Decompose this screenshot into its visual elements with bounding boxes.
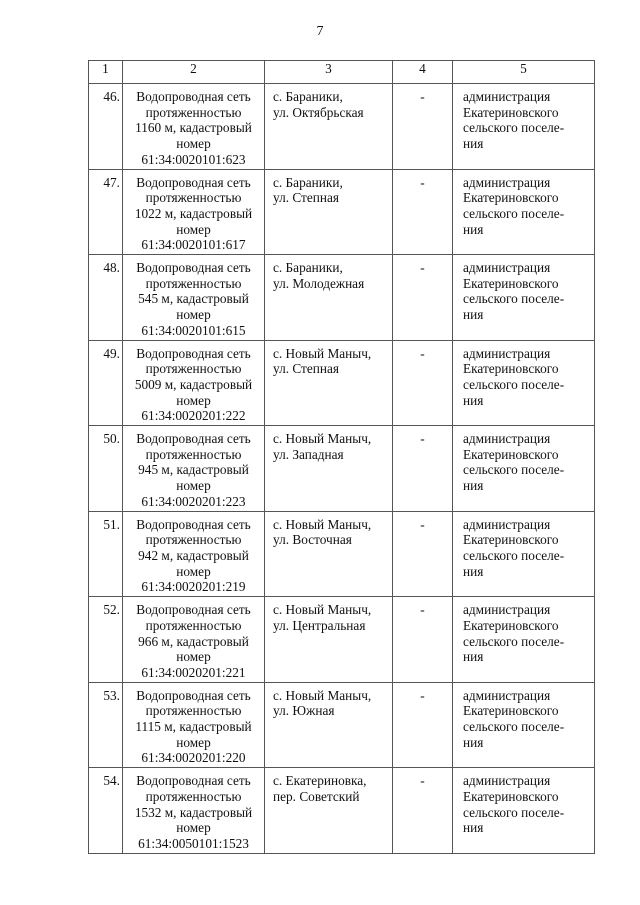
object-name-line: 545 м, кадастровый (138, 291, 249, 307)
address-line: с. Новый Маныч, (273, 516, 372, 532)
object-name-line: номер (176, 307, 211, 323)
address-line: с. Новый Маныч, (273, 687, 372, 703)
object-name-line: Водопроводная сеть (136, 687, 251, 703)
address-line: ул. Центральная (273, 617, 366, 633)
object-name-cell (123, 426, 265, 512)
object-name-line: номер (176, 392, 211, 408)
table-row (89, 597, 595, 683)
table-row (89, 768, 595, 854)
row-number: 46. (89, 84, 123, 170)
owner-line: Екатериновского (463, 361, 559, 377)
object-name-line: 61:34:0020201:219 (141, 579, 246, 595)
address-line: ул. Восточная (273, 532, 352, 548)
address-cell (265, 84, 393, 170)
object-name-line: номер (176, 563, 211, 579)
note-cell: - (393, 597, 453, 683)
owner-line: сельского поселе- (463, 291, 565, 307)
object-name-line: протяженностью (145, 104, 242, 120)
object-name-line: протяженностью (145, 532, 242, 548)
address-cell (265, 340, 393, 426)
row-number: 51. (89, 511, 123, 597)
object-name-line: протяженностью (145, 446, 242, 462)
row-number: 49. (89, 340, 123, 426)
object-name-line: 61:34:0020101:615 (141, 322, 246, 338)
owner-line: администрация (463, 89, 551, 104)
owner-line: Екатериновского (463, 617, 559, 633)
owner-line: сельского поселе- (463, 804, 565, 820)
object-name-line: 945 м, кадастровый (138, 462, 249, 478)
object-name-line: 942 м, кадастровый (138, 547, 249, 563)
owner-cell (453, 426, 595, 512)
owner-line: сельского поселе- (463, 462, 565, 478)
header-cell-2: 2 (123, 61, 265, 84)
owner-line: сельского поселе- (463, 120, 565, 136)
owner-line: сельского поселе- (463, 376, 565, 392)
address-line: с. Екатериновка, (273, 773, 367, 789)
owner-line: ния (463, 820, 484, 836)
object-name-line: Водопроводная сеть (136, 431, 251, 447)
header-cell-4: 4 (393, 61, 453, 84)
owner-line: ния (463, 478, 484, 494)
address-line: ул. Степная (273, 190, 340, 206)
owner-cell (453, 255, 595, 341)
object-name-line: протяженностью (145, 361, 242, 377)
owner-cell (453, 511, 595, 597)
row-number: 50. (89, 426, 123, 512)
owner-line: сельского поселе- (463, 719, 565, 735)
owner-line: администрация (463, 174, 551, 190)
header-row (89, 61, 595, 84)
object-name-line: Водопроводная сеть (136, 345, 251, 361)
owner-cell (453, 340, 595, 426)
page-number: 7 (316, 24, 324, 39)
table-row (89, 426, 595, 512)
address-line: ул. Октябрьская (273, 104, 364, 120)
address-line: ул. Западная (273, 446, 344, 462)
header-cell-3: 3 (265, 61, 393, 84)
row-number: 47. (89, 169, 123, 255)
owner-line: Екатериновского (463, 190, 559, 206)
table-row (89, 84, 595, 170)
owner-line: ния (463, 392, 484, 408)
object-name-line: Водопроводная сеть (136, 602, 251, 618)
object-name-line: 1160 м, кадастровый (135, 120, 252, 136)
owner-line: Екатериновского (463, 446, 559, 462)
table-row (89, 169, 595, 255)
object-name-cell (123, 768, 265, 854)
owner-line: сельского поселе- (463, 205, 565, 221)
object-name-line: 61:34:0020101:623 (141, 151, 246, 167)
address-line: с. Новый Маныч, (273, 602, 372, 618)
object-name-line: 1532 м, кадастровый (134, 804, 253, 820)
owner-line: администрация (463, 687, 551, 703)
header-cell-5: 5 (453, 61, 595, 84)
owner-line: ния (463, 307, 484, 323)
note-cell: - (393, 511, 453, 597)
object-name-line: 966 м, кадастровый (138, 633, 249, 649)
address-cell (265, 255, 393, 341)
owner-line: ния (463, 734, 484, 750)
object-name-line: номер (176, 649, 211, 665)
object-name-line: 1115 м, кадастровый (135, 719, 252, 735)
note-cell: - (393, 169, 453, 255)
owner-line: Екатериновского (463, 275, 559, 291)
owner-line: ния (463, 136, 484, 152)
table-row (89, 682, 595, 768)
row-number: 48. (89, 255, 123, 341)
address-line: с. Бараники, (273, 174, 343, 190)
row-number: 52. (89, 597, 123, 683)
owner-line: администрация (463, 431, 551, 447)
owner-cell (453, 597, 595, 683)
owner-line: администрация (463, 345, 551, 361)
row-number: 53. (89, 682, 123, 768)
owner-line: Екатериновского (463, 532, 559, 548)
address-line: с. Новый Маныч, (273, 431, 372, 447)
object-name-cell (123, 511, 265, 597)
object-name-line: 61:34:0020201:223 (141, 493, 246, 509)
owner-line: администрация (463, 602, 551, 618)
note-cell: - (393, 84, 453, 170)
owner-cell (453, 169, 595, 255)
address-line: пер. Советский (273, 788, 360, 804)
object-name-line: номер (176, 820, 211, 836)
object-name-line: 1022 м, кадастровый (134, 205, 253, 221)
header-cell-1: 1 (89, 61, 123, 84)
object-name-cell (123, 340, 265, 426)
object-name-line: Водопроводная сеть (136, 260, 251, 276)
owner-line: ния (463, 649, 484, 665)
object-name-line: протяженностью (145, 617, 242, 633)
owner-line: Екатериновского (463, 788, 559, 804)
object-name-line: 61:34:0020201:220 (141, 750, 246, 766)
table-row (89, 511, 595, 597)
object-name-cell (123, 169, 265, 255)
address-cell (265, 426, 393, 512)
address-line: ул. Степная (273, 361, 340, 377)
object-name-cell (123, 597, 265, 683)
object-name-cell (123, 682, 265, 768)
object-name-line: номер (176, 136, 211, 152)
owner-line: сельского поселе- (463, 633, 565, 649)
owner-cell (453, 768, 595, 854)
object-name-line: номер (176, 221, 211, 237)
owner-line: администрация (463, 516, 551, 532)
address-cell (265, 169, 393, 255)
owner-line: администрация (463, 260, 551, 276)
owner-line: сельского поселе- (463, 547, 565, 563)
owner-line: ния (463, 221, 484, 237)
object-name-line: 61:34:0050101:1523 (138, 835, 249, 851)
registry-table (88, 60, 595, 854)
object-name-line: Водопроводная сеть (136, 516, 251, 532)
object-name-line: 5009 м, кадастровый (134, 376, 253, 392)
owner-line: администрация (463, 773, 551, 789)
owner-cell (453, 682, 595, 768)
note-cell: - (393, 340, 453, 426)
address-line: с. Бараники, (273, 260, 343, 276)
object-name-line: Водопроводная сеть (136, 773, 251, 789)
object-name-line: номер (176, 478, 211, 494)
row-number: 54. (89, 768, 123, 854)
object-name-line: протяженностью (145, 275, 242, 291)
address-cell (265, 768, 393, 854)
object-name-cell (123, 84, 265, 170)
note-cell: - (393, 426, 453, 512)
object-name-line: 61:34:0020201:221 (141, 664, 246, 680)
address-line: ул. Молодежная (273, 275, 365, 291)
object-name-cell (123, 255, 265, 341)
note-cell: - (393, 768, 453, 854)
owner-line: ния (463, 563, 484, 579)
object-name-line: 61:34:0020101:617 (141, 237, 246, 253)
note-cell: - (393, 255, 453, 341)
object-name-line: протяженностью (145, 703, 242, 719)
address-line: ул. Южная (273, 703, 335, 719)
object-name-line: номер (176, 734, 211, 750)
address-cell (265, 597, 393, 683)
address-cell (265, 511, 393, 597)
address-cell (265, 682, 393, 768)
object-name-line: 61:34:0020201:222 (141, 408, 246, 424)
owner-cell (453, 84, 595, 170)
table-row (89, 340, 595, 426)
object-name-line: протяженностью (145, 788, 242, 804)
object-name-line: Водопроводная сеть (136, 174, 251, 190)
object-name-line: протяженностью (145, 190, 242, 206)
table-row (89, 255, 595, 341)
note-cell: - (393, 682, 453, 768)
address-line: с. Новый Маныч, (273, 345, 372, 361)
owner-line: Екатериновского (463, 703, 559, 719)
object-name-line: Водопроводная сеть (136, 89, 251, 104)
address-line: с. Бараники, (273, 89, 343, 104)
owner-line: Екатериновского (463, 104, 559, 120)
